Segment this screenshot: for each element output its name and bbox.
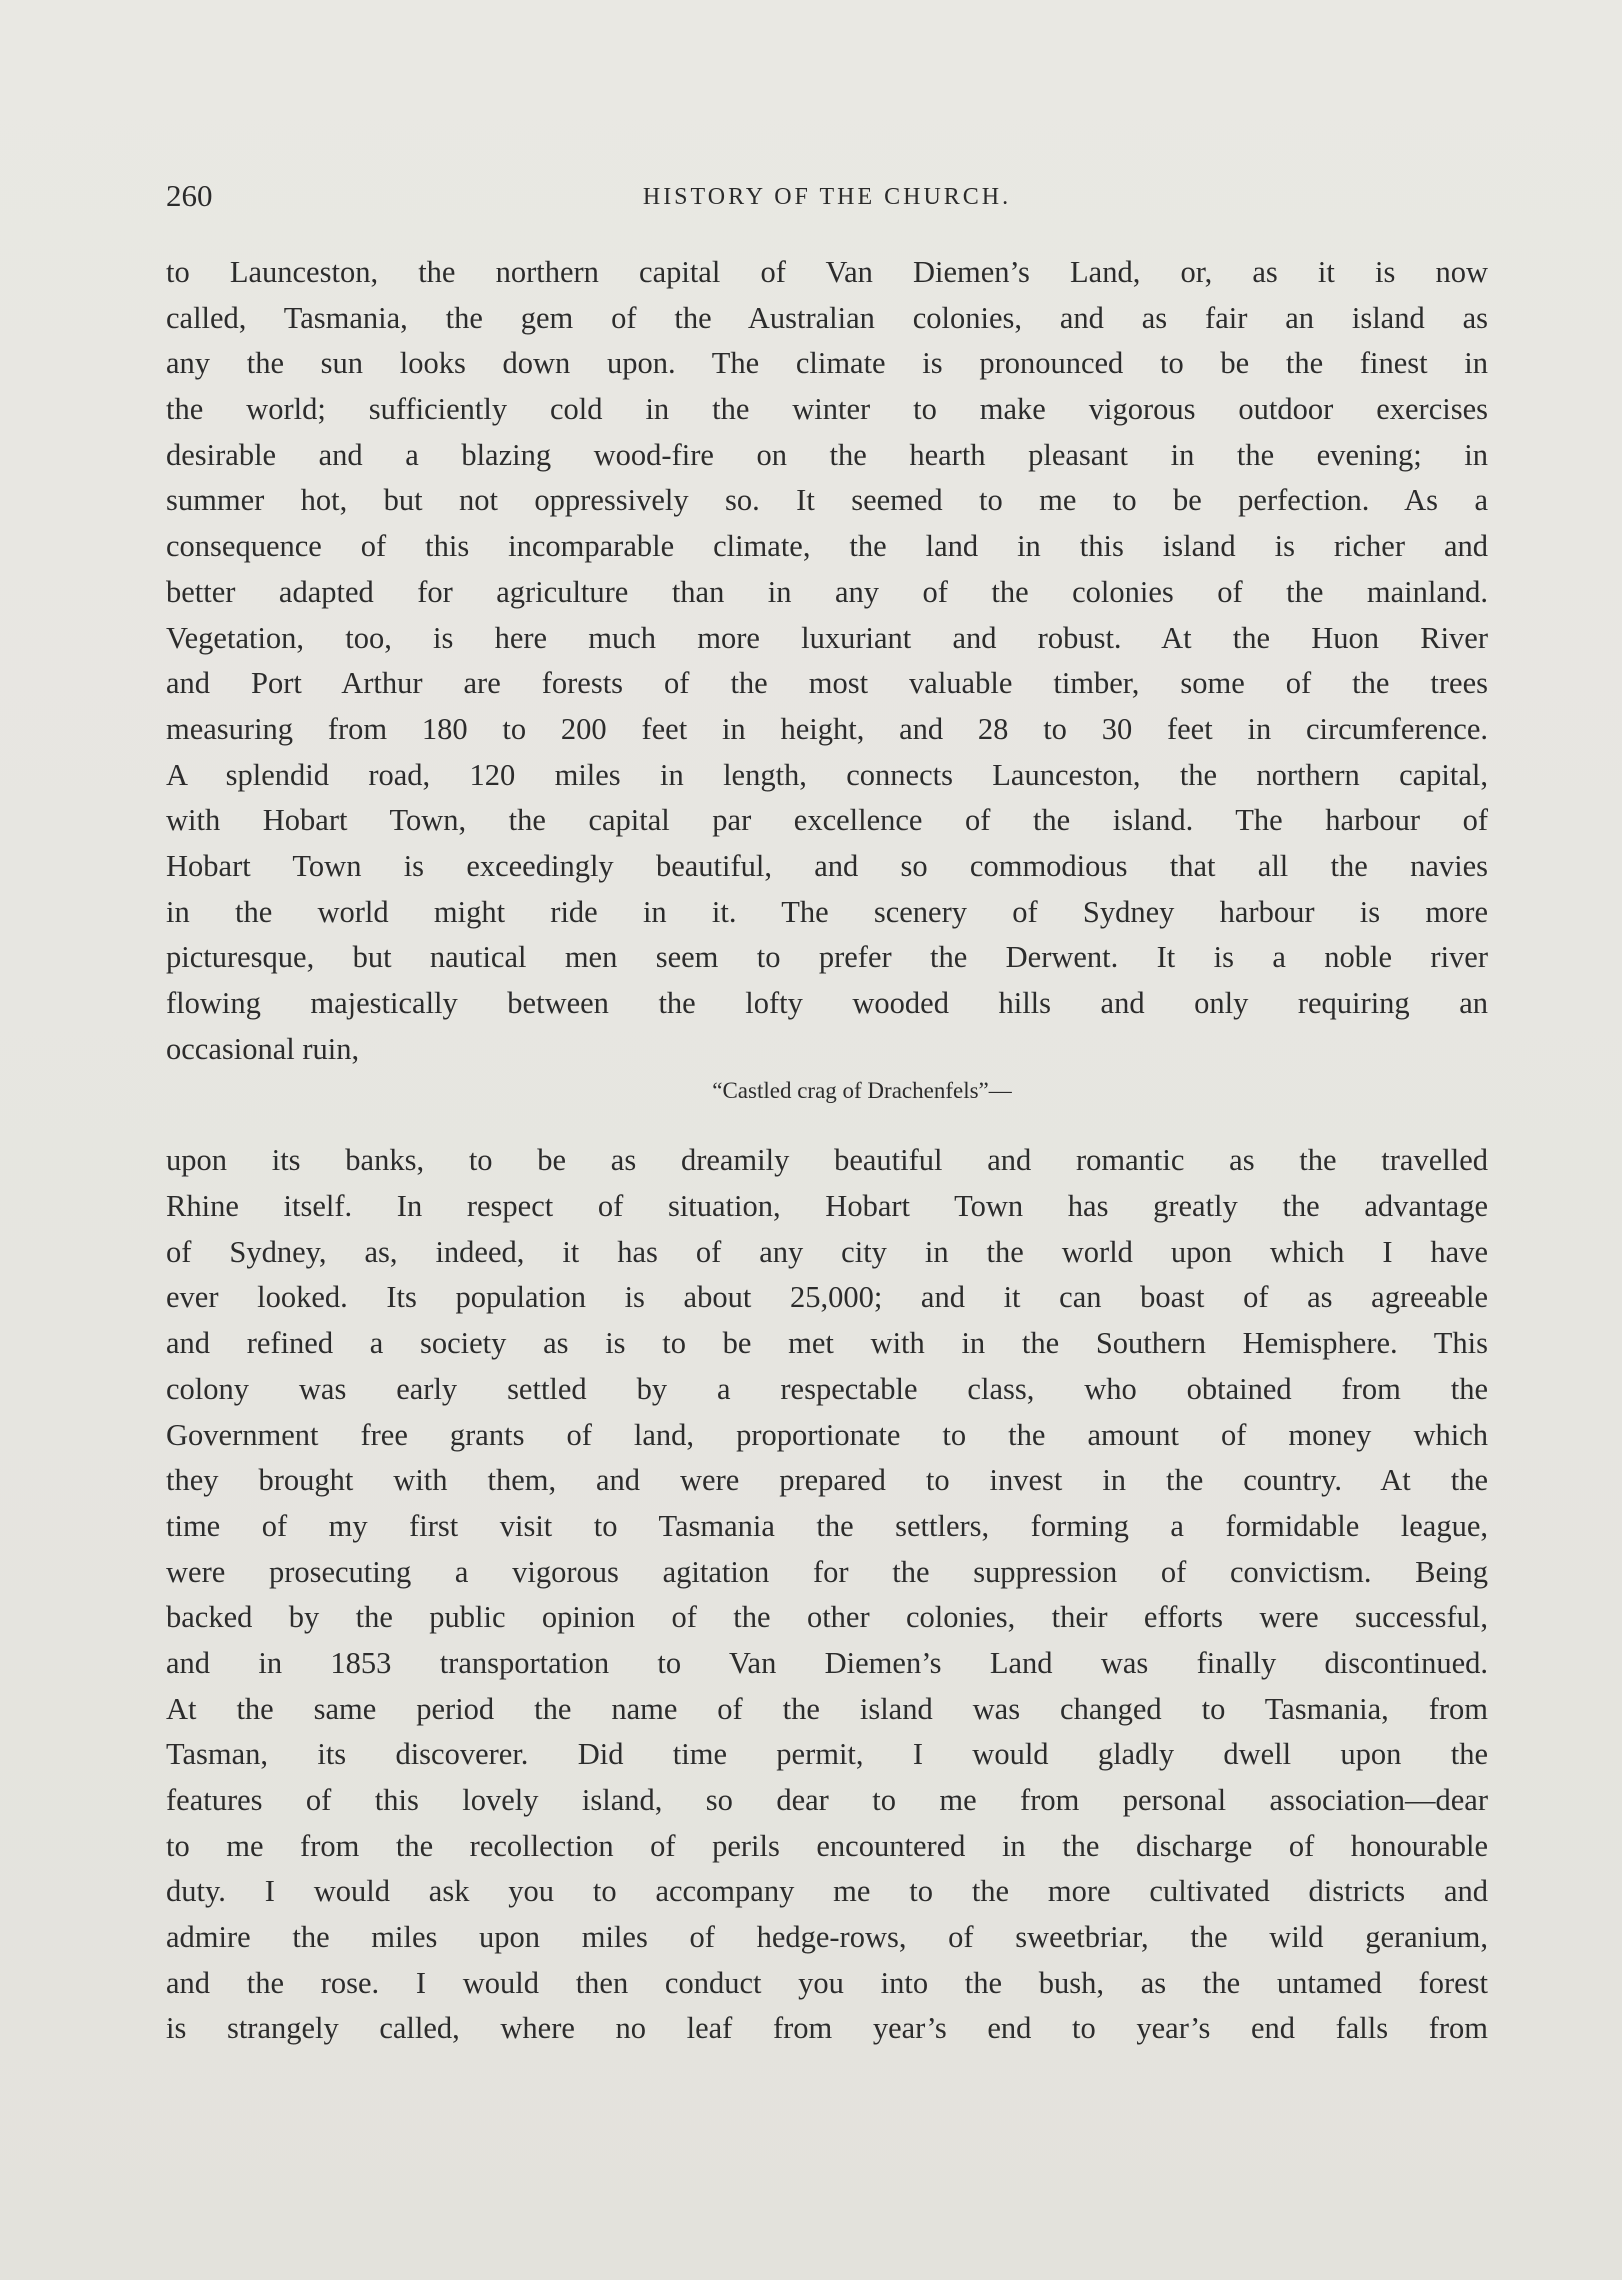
text-line: called, Tasmania, the gem of the Australian colonies, and as fair an island as [166, 300, 1488, 335]
body-text [166, 250, 1488, 2052]
text-line: desirable and a blazing wood-fire on the hearth pleasant in the evening; in [166, 437, 1488, 472]
text-line: consequence of this incomparable climate, the land in this island is richer and [166, 529, 1488, 564]
text-line: ever looked. Its population is about 25,000; and it can boast of as agreeable [166, 1280, 1488, 1315]
text-line: summer hot, but not oppressively so. It seemed to me to be perfection. As a [166, 483, 1488, 518]
text-line: At the same period the name of the island was changed to Tasmania, from [166, 1691, 1488, 1726]
page-number: 260 [166, 178, 213, 213]
text-line: to Launceston, the northern capital of Van Diemen’s Land, or, as it is now [166, 255, 1488, 289]
text-line: in the world might ride in it. The scenery of Sydney harbour is more [166, 894, 1488, 929]
text-line: A splendid road, 120 miles in length, connects Launceston, the northern capital, [166, 757, 1488, 792]
text-line: flowing majestically between the lofty wooded hills and only requiring an [166, 986, 1488, 1020]
spacer [166, 1120, 1488, 1138]
text-line: measuring from 180 to 200 feet in height, and 28 to 30 feet in circumference. [166, 711, 1488, 746]
text-line: were prosecuting a vigorous agitation for the suppression of convictism. Being [166, 1554, 1488, 1589]
text-line: features of this lovely island, so dear to me from personal association—dear [166, 1783, 1488, 1817]
text-line: any the sun looks down upon. The climate is pronounced to be the finest in [166, 346, 1488, 381]
running-title: HISTORY OF THE CHURCH. [642, 184, 1012, 210]
text-line: duty. I would ask you to accompany me to the more cultivated districts and [166, 1874, 1488, 1909]
text-line: better adapted for agriculture than in any of the colonies of the mainland. [166, 574, 1488, 609]
text-line: the world; sufficiently cold in the winter to make vigorous outdoor exercises [166, 392, 1488, 427]
text-line: Vegetation, too, is here much more luxuriant and robust. At the Huon River [166, 620, 1488, 655]
text-line: and the rose. I would then conduct you into the bush, as the untamed forest [166, 1965, 1488, 2000]
text-line: Hobart Town is exceedingly beautiful, and so commodious that all the navies [166, 848, 1488, 883]
text-line: occasional ruin, [166, 1031, 360, 1066]
text-line: and Port Arthur are forests of the most valuable timber, some of the trees [166, 666, 1488, 701]
text-line: with Hobart Town, the capital par excellence of the island. The harbour of [166, 803, 1488, 838]
text-line: and refined a society as is to be met with in the Southern Hemisphere. This [166, 1326, 1488, 1361]
running-head [166, 178, 1488, 222]
text-line: and in 1853 transportation to Van Diemen’s Land was finally discontinued. [166, 1645, 1488, 1680]
text-line: of Sydney, as, indeed, it has of any city in the world upon which I have [166, 1234, 1488, 1269]
text-line: upon its banks, to be as dreamily beautiful and romantic as the travelled [166, 1143, 1488, 1178]
text-line: they brought with them, and were prepared to invest in the country. At the [166, 1463, 1488, 1498]
text-line: Rhine itself. In respect of situation, Hobart Town has greatly the advantage [166, 1189, 1488, 1224]
text-line: colony was early settled by a respectable class, who obtained from the [166, 1371, 1488, 1406]
text-line: time of my first visit to Tasmania the settlers, forming a formidable league, [166, 1508, 1488, 1543]
text-line: admire the miles upon miles of hedge-rows, of sweetbriar, the wild geranium, [166, 1920, 1488, 1955]
text-line: Tasman, its discoverer. Did time permit, I would gladly dwell upon the [166, 1737, 1488, 1772]
text-line: Government free grants of land, proportionate to the amount of money which [166, 1417, 1488, 1452]
text-line: backed by the public opinion of the other colonies, their efforts were successful, [166, 1600, 1488, 1635]
text-line: picturesque, but nautical men seem to prefer the Derwent. It is a noble river [166, 940, 1488, 975]
text-line: to me from the recollection of perils encountered in the discharge of honourable [166, 1828, 1488, 1863]
text-line: is strangely called, where no leaf from year’s end to year’s end falls from [166, 2011, 1488, 2046]
verse-quotation: “Castled crag of Drachenfels”— [712, 1078, 1012, 1104]
